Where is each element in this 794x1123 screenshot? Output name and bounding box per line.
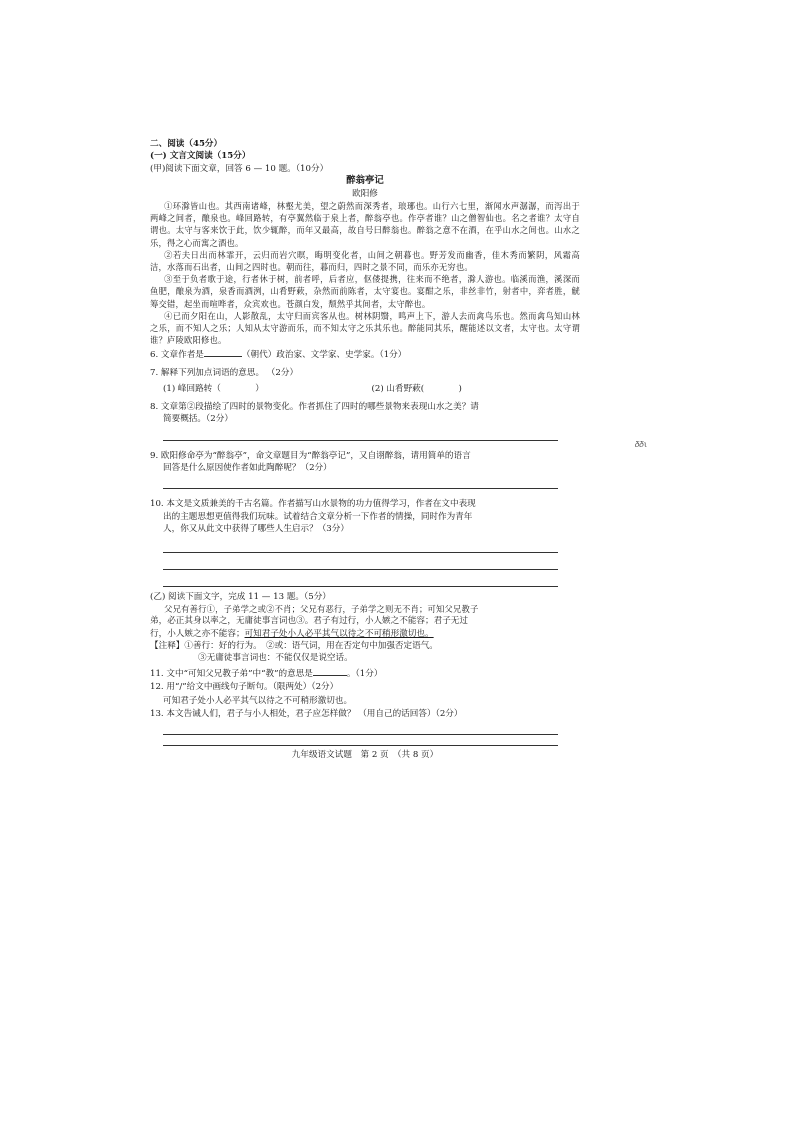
question-11: [150, 666, 580, 680]
answer-line-10-3[interactable]: [163, 570, 558, 587]
passage-yi-line-1: 父兄有善行①，子弟学之或②不肖；父兄有恶行，子弟学之则无不肖；可知父兄教子: [164, 603, 479, 614]
passage-yi-line-2: 弟，必正其身以率之，无庸徒事言词也③。君子有过行，小人嫉之不能容；君子无过: [150, 616, 468, 627]
exam-page: [150, 138, 580, 838]
annotation-1: 【注释】①善行：好的行为。 ②或：语气词，用在否定句中加强否定语气。: [150, 640, 438, 651]
article-title: 醉翁亭记: [346, 175, 384, 187]
passage-instruction: (甲)阅读下面文章，回答 6 — 10 题。（10分）: [150, 163, 329, 174]
question-7-item-1[interactable]: (1) 峰回路转（ ）: [163, 384, 264, 395]
footer-divider: [163, 745, 558, 746]
question-9: [150, 450, 580, 475]
question-12-sentence[interactable]: 可知君子处小人必平其气以待之不可稍形激切也。: [163, 695, 353, 706]
question-10-text-b: 出的主题思想更值得我们玩味。试着结合文章分析一下作者的情操，同时作为青年: [163, 511, 473, 522]
answer-blank-11[interactable]: [313, 666, 347, 676]
answer-line-8[interactable]: [163, 426, 558, 441]
answer-line-9[interactable]: [163, 474, 558, 489]
question-9-text-b: 回答是什么原因使作者如此陶醉呢？（2分）: [163, 462, 332, 473]
question-11-text-a: 11. 文中“可知父兄教子弟”中“教”的意思是: [150, 668, 313, 679]
question-9-text: 9. 欧阳修命亭为“醉翁亭”，命文章题目为“醉翁亭记”，又自诩醉翁，请用简单的语言: [150, 450, 471, 461]
question-7-items: [150, 383, 580, 395]
question-8: [150, 401, 580, 426]
question-7-item-2[interactable]: (2) 山肴野蔌( ): [371, 384, 462, 395]
answer-blank-6[interactable]: [204, 347, 242, 357]
article-author: 欧阳修: [352, 188, 378, 199]
question-6-text-b: （朝代）政治家、文学家、史学家。（1分）: [241, 350, 407, 361]
question-11-text-b: 。（1分）: [346, 668, 383, 679]
question-10-text: 10. 本文是文质兼美的千古名篇。作者描写山水景物的功力值得学习，作者在文中表现: [150, 499, 476, 510]
answer-line-13[interactable]: [163, 720, 558, 735]
section-heading: 二、阅读（45分）: [150, 139, 223, 149]
passage-yi-line-3: [150, 628, 580, 640]
question-8-text-b: 简要概括。（2分）: [163, 414, 233, 425]
answer-line-10-2[interactable]: [163, 553, 558, 570]
question-13: 13. 本文告诫人们，君子与小人相处，君子应怎样做？ （用自己的话回答）（2分）: [150, 708, 463, 719]
page-footer: 九年级语文试题 第 2 页 （共 8 页）: [291, 750, 439, 761]
margin-mark: 𝛿𝛿ι: [635, 440, 647, 449]
annotation-2: ③无庸徒事言词也：不能仅仅是说空话。: [198, 653, 353, 664]
question-6: [150, 347, 580, 361]
paragraph-1: ①环滁皆山也。其西南诸峰，林壑尤美，望之蔚然而深秀者，琅琊也。山行六七里，渐闻水声潺潺，而泻出于两峰之间者，酿泉也。峰回路转，有亭翼然临于泉上者，醉翁亭也。作亭者谁？山之僧智仙也。名之者谁？太守自谓也。太守与客来饮于此，饮少辄醉，而年又最高，故自号曰醉翁也。醉翁之意不在酒，在乎山水之间也。山水之乐，得之心而寓之酒也。: [150, 201, 580, 248]
passage-yi-line-3-a: 行，小人嫉之亦不能容；: [150, 628, 245, 639]
paragraph-4: ④已而夕阳在山，人影散乱，太守归而宾客从也。树林阴翳，鸣声上下，游人去而禽鸟乐也。然而禽鸟知山林之乐，而不知人之乐；人知从太守游而乐，而不知太守之乐其乐也。醉能同其乐，醒能述以文者，太守也。太守谓谁？庐陵欧阳修也。: [150, 310, 580, 346]
question-10-text-c: 人，你又从此文中获得了哪些人生启示？（3分）: [163, 524, 349, 535]
subsection-heading: (一) 文言文阅读（15分）: [150, 151, 251, 162]
underlined-sentence: 可知君子处小人必平其气以待之不可稍形激切也。: [244, 628, 434, 639]
question-10: [150, 498, 580, 535]
question-6-text-a: 6. 文章作者是: [150, 350, 204, 361]
question-12: 12. 用“/”给文中画线句子断句。（限两处）（2分）: [150, 682, 339, 693]
question-7: 7. 解释下列加点词语的意思。 （2分）: [150, 367, 299, 378]
paragraph-2: ②若夫日出而林霏开，云归而岩穴暝，晦明变化者，山间之朝暮也。野芳发而幽香，佳木秀而繁阴，风霜高洁，水落而石出者，山间之四时也。朝而往，暮而归，四时之景不同，而乐亦无穷也。: [150, 249, 580, 273]
paragraph-3: ③至于负者歌于途，行者休于树，前者呼，后者应，伛偻提携，往来而不绝者，滁人游也。临溪而渔，溪深而鱼肥，酿泉为酒，泉香而酒洌，山肴野蔌，杂然而前陈者，太守宴也。宴酣之乐，非丝非竹，射者中，弈者胜，觥筹交错，起坐而喧哗者，众宾欢也。苍颜白发，颓然乎其间者，太守醉也。: [150, 274, 580, 309]
answer-line-10-1[interactable]: [163, 536, 558, 553]
question-8-text: 8. 文章第②段描绘了四时的景物变化。作者抓住了四时的哪些景物来表现山水之美？请: [150, 401, 479, 412]
passage-yi-instruction: (乙) 阅读下面文字，完成 11 — 13 题。（5分）: [150, 591, 331, 602]
